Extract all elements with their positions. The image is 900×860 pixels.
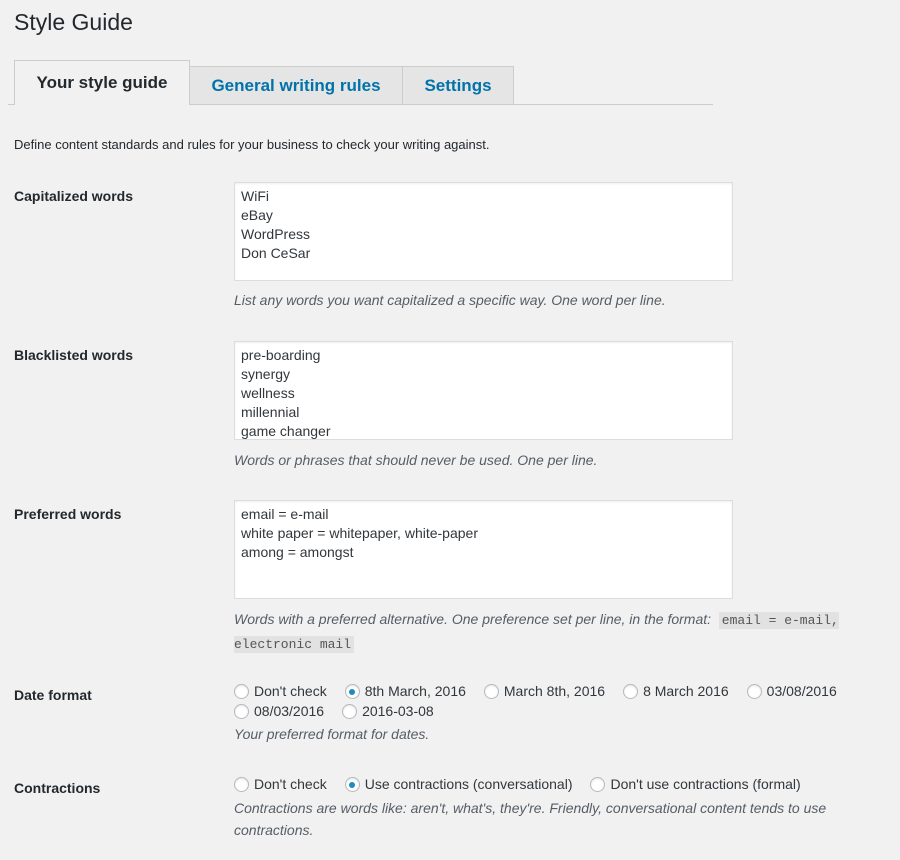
contractions-option[interactable] xyxy=(234,775,327,794)
date-format-option[interactable] xyxy=(345,682,466,701)
tab-settings[interactable]: Settings xyxy=(402,66,514,104)
preferred-words-textarea[interactable] xyxy=(234,500,733,599)
date-format-option[interactable] xyxy=(623,682,729,701)
blacklisted-words-description: Words or phrases that should never be used. One per line. xyxy=(234,452,598,468)
radio-label: 8th March, 2016 xyxy=(364,683,466,699)
radio-button[interactable] xyxy=(623,684,638,699)
date-format-description: Your preferred format for dates. xyxy=(234,726,430,742)
contractions-radio-group xyxy=(234,775,884,794)
capitalized-words-description: List any words you want capitalized a specific way. One word per line. xyxy=(234,292,666,308)
date-format-option[interactable] xyxy=(747,682,837,701)
intro-text: Define content standards and rules for your business to check your writing against. xyxy=(14,137,490,152)
date-format-option[interactable] xyxy=(234,702,324,721)
preferred-words-description-text: Words with a preferred alternative. One preference set per line, in the format: xyxy=(234,611,712,627)
page-title: Style Guide xyxy=(14,9,133,35)
date-format-radio-group xyxy=(234,682,884,721)
radio-button[interactable] xyxy=(234,704,249,719)
radio-label: 03/08/2016 xyxy=(766,683,837,699)
preferred-words-example: email = e-mail, electronic mail xyxy=(234,613,839,652)
radio-label: 2016-03-08 xyxy=(362,703,434,719)
capitalized-words-textarea[interactable] xyxy=(234,182,733,281)
radio-label: 8 March 2016 xyxy=(643,683,729,699)
radio-button[interactable] xyxy=(484,684,499,699)
contractions-description: Contractions are words like: aren't, what's, they're. Friendly, conversational content tends to use contractions. xyxy=(234,800,827,838)
date-format-option[interactable] xyxy=(342,702,434,721)
tab-general-writing-rules[interactable]: General writing rules xyxy=(189,66,403,104)
blacklisted-words-label: Blacklisted words xyxy=(14,347,134,363)
preferred-words-label: Preferred words xyxy=(14,506,122,522)
contractions-option[interactable] xyxy=(590,775,800,794)
radio-label: March 8th, 2016 xyxy=(503,683,606,699)
preferred-words-description xyxy=(234,608,884,656)
capitalized-words-label: Capitalized words xyxy=(14,188,134,204)
radio-button-checked[interactable] xyxy=(345,684,360,699)
date-format-label: Date format xyxy=(14,687,92,703)
contractions-label: Contractions xyxy=(14,780,101,796)
radio-label: Don't use contractions (formal) xyxy=(610,776,801,792)
blacklisted-words-textarea[interactable] xyxy=(234,341,733,440)
radio-button[interactable] xyxy=(234,777,249,792)
radio-button[interactable] xyxy=(342,704,357,719)
radio-button[interactable] xyxy=(747,684,762,699)
contractions-option[interactable] xyxy=(345,775,573,794)
radio-button[interactable] xyxy=(234,684,249,699)
radio-button-checked[interactable] xyxy=(345,777,360,792)
date-format-option[interactable] xyxy=(484,682,605,701)
date-format-option[interactable] xyxy=(234,682,327,701)
radio-button[interactable] xyxy=(590,777,605,792)
radio-label: Don't check xyxy=(254,776,327,792)
tab-your-style-guide[interactable]: Your style guide xyxy=(14,60,190,105)
radio-label: Use contractions (conversational) xyxy=(364,776,573,792)
radio-label: Don't check xyxy=(254,683,327,699)
radio-label: 08/03/2016 xyxy=(254,703,325,719)
